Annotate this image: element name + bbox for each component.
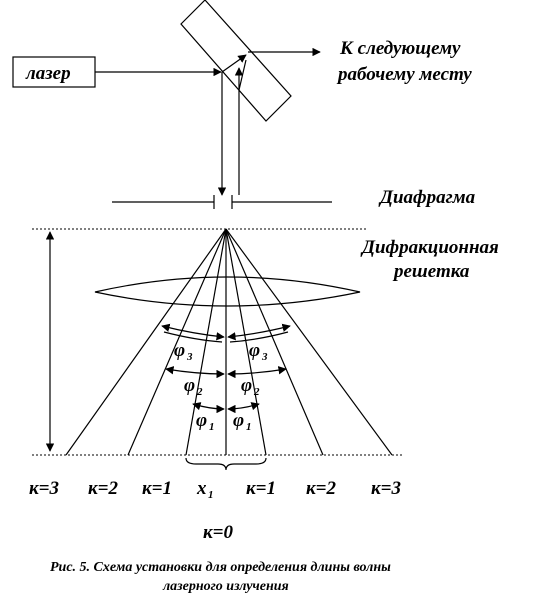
svg-text:1: 1 [246, 421, 252, 433]
svg-text:φ: φ [233, 410, 245, 431]
caption-line-2: лазерного излучения [163, 579, 289, 594]
svg-text:φ: φ [241, 375, 253, 396]
lens [95, 277, 360, 306]
diaphragm-label: Диафрагма [380, 187, 476, 208]
laser-label: лазер [26, 63, 71, 84]
phi3-right-label [249, 340, 268, 363]
phi2-right-label [241, 375, 260, 398]
order-right-2: к=2 [306, 478, 336, 499]
grating-label-2: решетка [394, 261, 470, 282]
order-right-3: к=3 [371, 478, 401, 499]
order-left-2: к=2 [88, 478, 118, 499]
phi1-right-label [233, 410, 252, 433]
diffraction-rays [66, 229, 392, 455]
svg-text:2: 2 [197, 386, 203, 398]
svg-text:φ: φ [249, 340, 261, 361]
beam-splitter [181, 0, 291, 121]
svg-text:1: 1 [208, 489, 214, 501]
beam-inner-reflection [222, 55, 246, 72]
svg-text:3: 3 [187, 351, 193, 363]
caption-line-1: Рис. 5. Схема установки для определения длины волны [50, 560, 391, 575]
beam-inner-return [239, 60, 246, 90]
zero-order-brace [186, 458, 266, 470]
svg-text:φ: φ [174, 340, 186, 361]
order-zero: к=0 [203, 522, 233, 543]
phi1-left-label [196, 410, 215, 433]
order-left-1: к=1 [142, 478, 172, 499]
svg-text:1: 1 [209, 421, 215, 433]
phi3-left-label [174, 340, 193, 363]
svg-text:x: x [197, 478, 207, 499]
next-workplace-label-2: рабочему месту [338, 64, 472, 85]
order-left-3: к=3 [29, 478, 59, 499]
x1-label [196, 478, 214, 501]
order-right-1: к=1 [246, 478, 276, 499]
svg-text:φ: φ [184, 375, 196, 396]
svg-text:2: 2 [254, 386, 260, 398]
grating-label-1: Дифракционная [362, 237, 499, 258]
svg-text:3: 3 [262, 351, 268, 363]
next-workplace-label-1: К следующему [340, 38, 461, 59]
svg-text:φ: φ [196, 410, 208, 431]
